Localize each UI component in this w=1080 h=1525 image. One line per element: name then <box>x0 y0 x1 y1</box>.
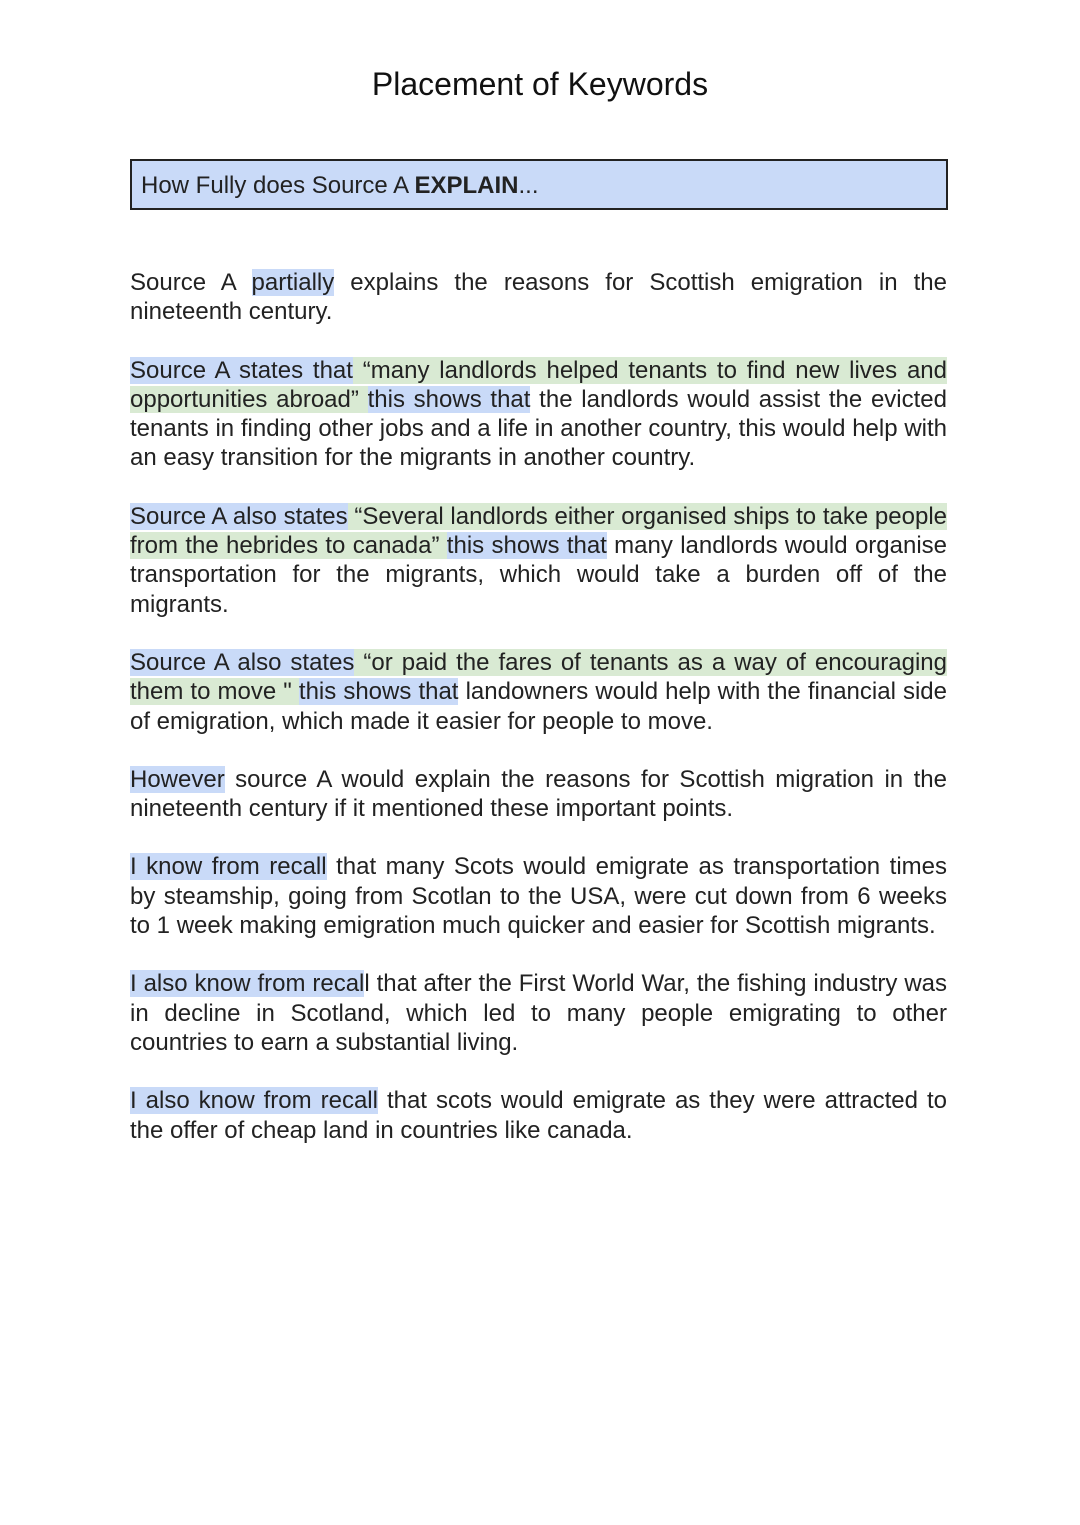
question-prompt-box <box>130 159 948 210</box>
text-segment: Source A <box>130 269 252 296</box>
page-title: Placement of Keywords <box>371 66 709 102</box>
keyword-highlight: I know from recall <box>130 853 327 881</box>
keyword-highlight: this shows that <box>446 532 607 560</box>
keyword-highlight: However <box>130 765 225 793</box>
keyword-highlight: Source A states that <box>130 356 353 384</box>
paragraph-recall-2 <box>130 969 947 1057</box>
keyword-highlight: this shows that <box>367 385 531 413</box>
text-segment: landowners would help with the financial side of emigration, which made it easier for people to move. <box>130 678 948 735</box>
paragraph-recall-1 <box>130 852 947 940</box>
quote-highlight: “Several landlords either organised ships to take people from the hebrides to canada” <box>130 502 948 560</box>
keyword-highlight: this shows that <box>298 678 459 706</box>
keyword-highlight: Source A also states <box>130 502 348 530</box>
answer-body <box>130 268 947 1174</box>
question-prompt <box>141 171 539 201</box>
text-segment: that many Scots would emigrate as transportation times by steamship, going from Scotlan to the USA, were cut down from 6 weeks to 1 week making emigration much quicker and easier for Scottish migrants. <box>130 853 948 940</box>
keyword-highlight: I also know from recal <box>130 970 365 998</box>
keyword-highlight: I also know from recall <box>130 1087 378 1115</box>
quote-highlight: “or paid the fares of tenants as a way of encouraging them to move " <box>130 648 947 706</box>
text-segment: l that after the First World War, the fishing industry was in decline in Scotland, which led to many people emigrating to other countries to earn a substantial living. <box>130 970 947 1056</box>
keyword-highlight: Source A also states <box>130 648 355 676</box>
paragraph-intro <box>130 268 947 327</box>
paragraph-recall-3 <box>130 1086 947 1145</box>
text-segment: the landlords would assist the evicted tenants in finding other jobs and a life in another country, this would help with an easy transition for the migrants in another country. <box>130 385 947 472</box>
paragraph-source-point-3 <box>130 648 947 736</box>
quote-highlight: “many landlords helped tenants to find new lives and opportunities abroad” <box>130 356 947 413</box>
prompt-prefix: How Fully does Source A <box>141 172 415 199</box>
keyword-highlight: partially <box>251 269 335 296</box>
paragraph-source-point-2 <box>130 502 947 619</box>
paragraph-however <box>130 765 947 824</box>
prompt-command-word: EXPLAIN <box>414 172 519 199</box>
paragraph-source-point-1 <box>130 356 947 473</box>
text-segment: explains the reasons for Scottish emigration in the nineteenth century. <box>130 269 947 326</box>
text-segment: many landlords would organise transportation for the migrants, which would take a burden off of the migrants. <box>130 532 948 618</box>
text-segment: source A would explain the reasons for Scottish migration in the nineteenth century if it mentioned these important points. <box>130 765 947 823</box>
prompt-suffix: ... <box>518 172 539 199</box>
text-segment: that scots would emigrate as they were attracted to the offer of cheap land in countries like canada. <box>130 1087 947 1144</box>
